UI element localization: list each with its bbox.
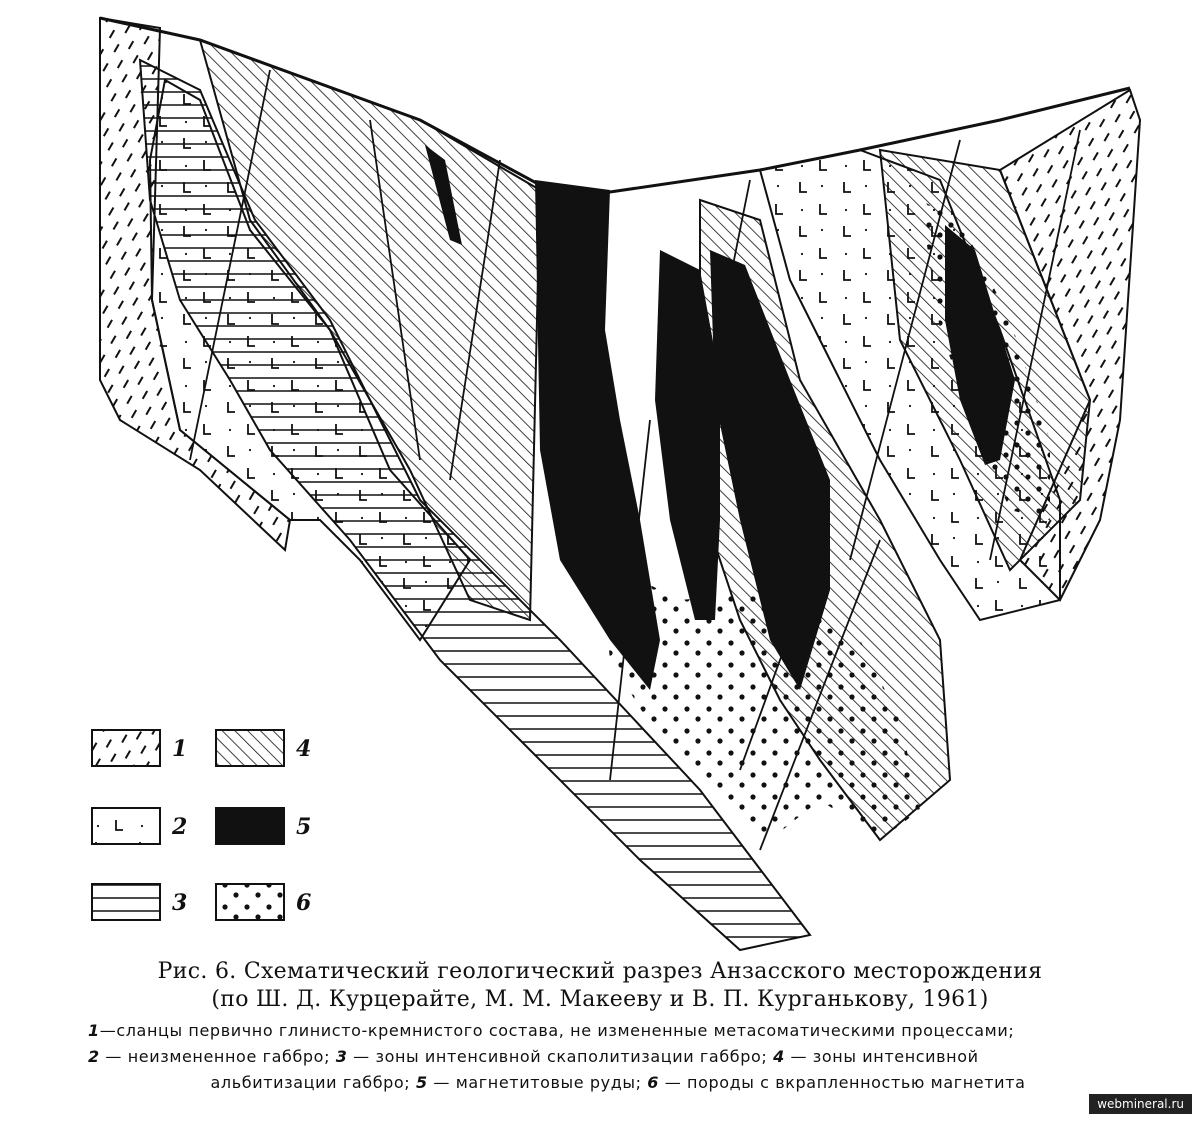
legend-swatch-3	[92, 884, 160, 920]
legend-swatch-2	[92, 808, 160, 844]
legend-swatches	[92, 730, 284, 920]
site-watermark: webmineral.ru	[1089, 1094, 1192, 1114]
unit-magnetite-ore-main	[535, 180, 660, 690]
legend-swatch-5	[216, 808, 284, 844]
figure-title-line1: Рис. 6. Схематический геологический разрез Анзасского месторождения	[157, 959, 1043, 984]
legend-swatch-4	[216, 730, 284, 766]
legend-num-2: 2	[172, 814, 188, 840]
legend-num-1: 1	[172, 736, 188, 762]
legend-num-6: 6	[296, 890, 312, 916]
legend-swatch-6	[216, 884, 284, 920]
figure-legend-text	[88, 1018, 1148, 1096]
figure-caption-title	[0, 958, 1200, 1014]
legend-swatch-1	[92, 730, 160, 766]
legend-num-3: 3	[172, 890, 188, 916]
legend-num-5: 5	[296, 814, 312, 840]
legend-line-1: 1—сланцы первично глинисто-кремнистого состава, не измененные метасоматическими процессами;	[88, 1021, 1015, 1040]
legend-line-3: альбитизации габбро; 5 — магнетитовые руды; 6 — породы с вкрапленностью магнетита	[210, 1073, 1026, 1092]
figure-title-line2: (по Ш. Д. Курцерайте, М. М. Макееву и В. П. Курганькову, 1961)	[211, 987, 989, 1012]
legend-line-2: 2 — неизмененное габбро; 3 — зоны интенсивной скаполитизации габбро; 4 — зоны интенсивной	[88, 1047, 979, 1066]
legend-num-4: 4	[296, 736, 312, 762]
